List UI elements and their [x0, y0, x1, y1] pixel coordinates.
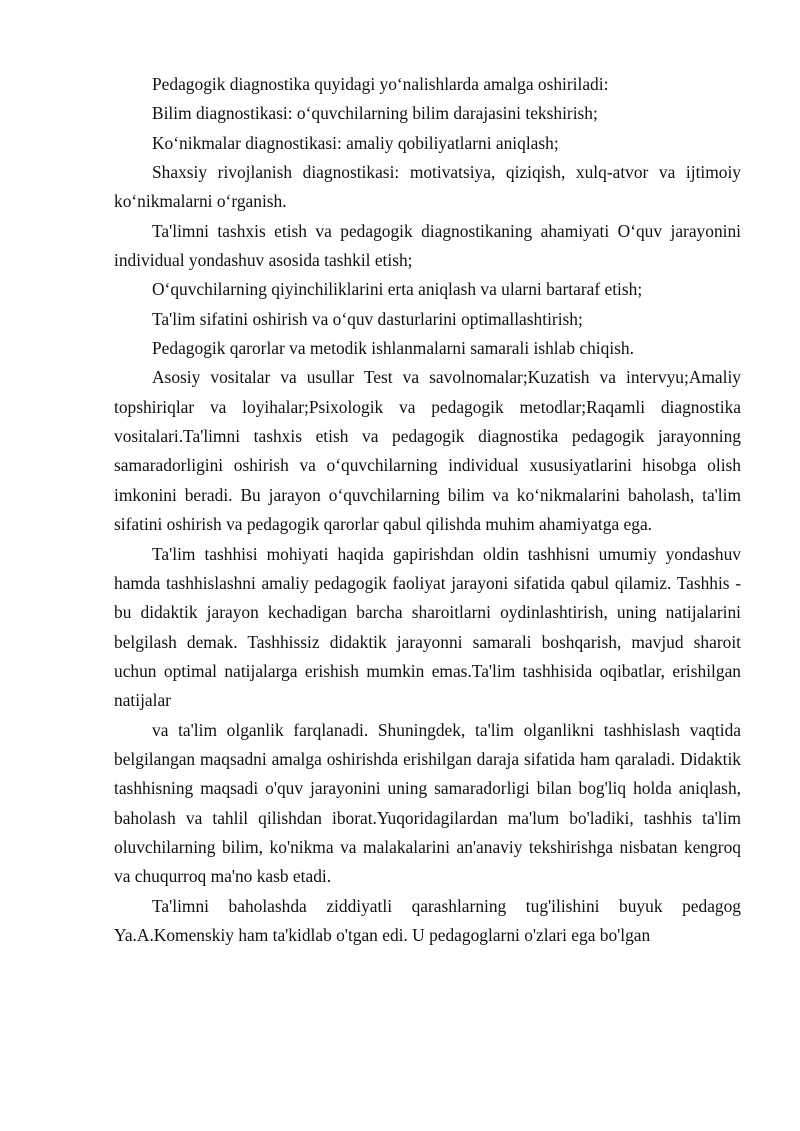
- paragraph-1: Pedagogik diagnostika quyidagi yo‘nalishlarda amalga oshiriladi:: [152, 74, 609, 94]
- paragraph-2: Bilim diagnostikasi: o‘quvchilarning bilim darajasini tekshirish;: [152, 103, 598, 124]
- paragraph-10: Ta'lim tashhisi mohiyati haqida gapirishdan oldin tashhisni umumiy yondashuv hamda tashhislashni amaliy pedagogik faoliyat jarayoni sifatida qabul qilamiz. Tashhis - bu didaktik jarayon kechadigan barcha sharoitlarni oydinlashtirish, uning natijalarini belgilash demak. Tashhissiz didaktik jarayonni samarali boshqarish, mavjud sharoit uchun optimal natijalarga erishish mumkin emas.Ta'lim tashhisida oqibatlar, erishilgan natijalar: [114, 543, 741, 711]
- paragraph-7: Ta'lim sifatini oshirish va o‘quv dasturlarini optimallashtirish;: [152, 308, 583, 329]
- paragraph-11: va ta'lim olganlik farqlanadi. Shuningdek, ta'lim olganlikni tashhislash vaqtida belgilangan maqsadni amalga oshirishda erishilgan daraja sifatida ham qaraladi. Didaktik tashhisning maqsadi o'quv jarayonini uning samaradorligi bilan bog'liq holda aniqlash, baholash va tahlil qilishdan iborat.Yuqoridagilardan ma'lum bo'ladiki, tashhis ta'lim oluvchilarning bilim, ko'nikma va malakalarini an'anaviy tekshirishga nisbatan kengroq va chuqurroq ma'no kasb etadi.: [114, 719, 741, 887]
- paragraph-6: O‘quvchilarning qiyinchiliklarini erta aniqlash va ularni bartaraf etish;: [152, 279, 643, 300]
- document-body: [114, 70, 741, 950]
- paragraph-8: Pedagogik qarorlar va metodik ishlanmalarni samarali ishlab chiqish.: [152, 338, 634, 359]
- paragraph-5: Ta'limni tashxis etish va pedagogik diagnostikaning ahamiyati O‘quv jarayonini individual yondashuv asosida tashkil etish;: [114, 220, 741, 271]
- paragraph-9: Asosiy vositalar va usullar Test va savolnomalar;Kuzatish va intervyu;Amaliy topshiriqlar va loyihalar;Psixologik va pedagogik metodlar;Raqamli diagnostika vositalari.Ta'limni tashxis etish va pedagogik diagnostika pedagogik jarayonning samaradorligini oshirish va o‘quvchilarning individual xususiyatlarini hisobga olish imkonini beradi. Bu jarayon o‘quvchilarning bilim va ko‘nikmalarini baholash, ta'lim sifatini oshirish va pedagogik qarorlar qabul qilishda muhim ahamiyatga ega.: [114, 367, 741, 535]
- paragraph-4: Shaxsiy rivojlanish diagnostikasi: motivatsiya, qiziqish, xulq-atvor va ijtimoiy ko‘nikmalarni o‘rganish.: [114, 162, 741, 212]
- paragraph-3: Ko‘nikmalar diagnostikasi: amaliy qobiliyatlarni aniqlash;: [152, 132, 559, 153]
- paragraph-12: Ta'limni baholashda ziddiyatli qarashlarning tug'ilishini buyuk pedagog Ya.A.Komenskiy ham ta'kidlab o'tgan edi. U pedagoglarni o'zlari ega bo'lgan: [114, 895, 741, 945]
